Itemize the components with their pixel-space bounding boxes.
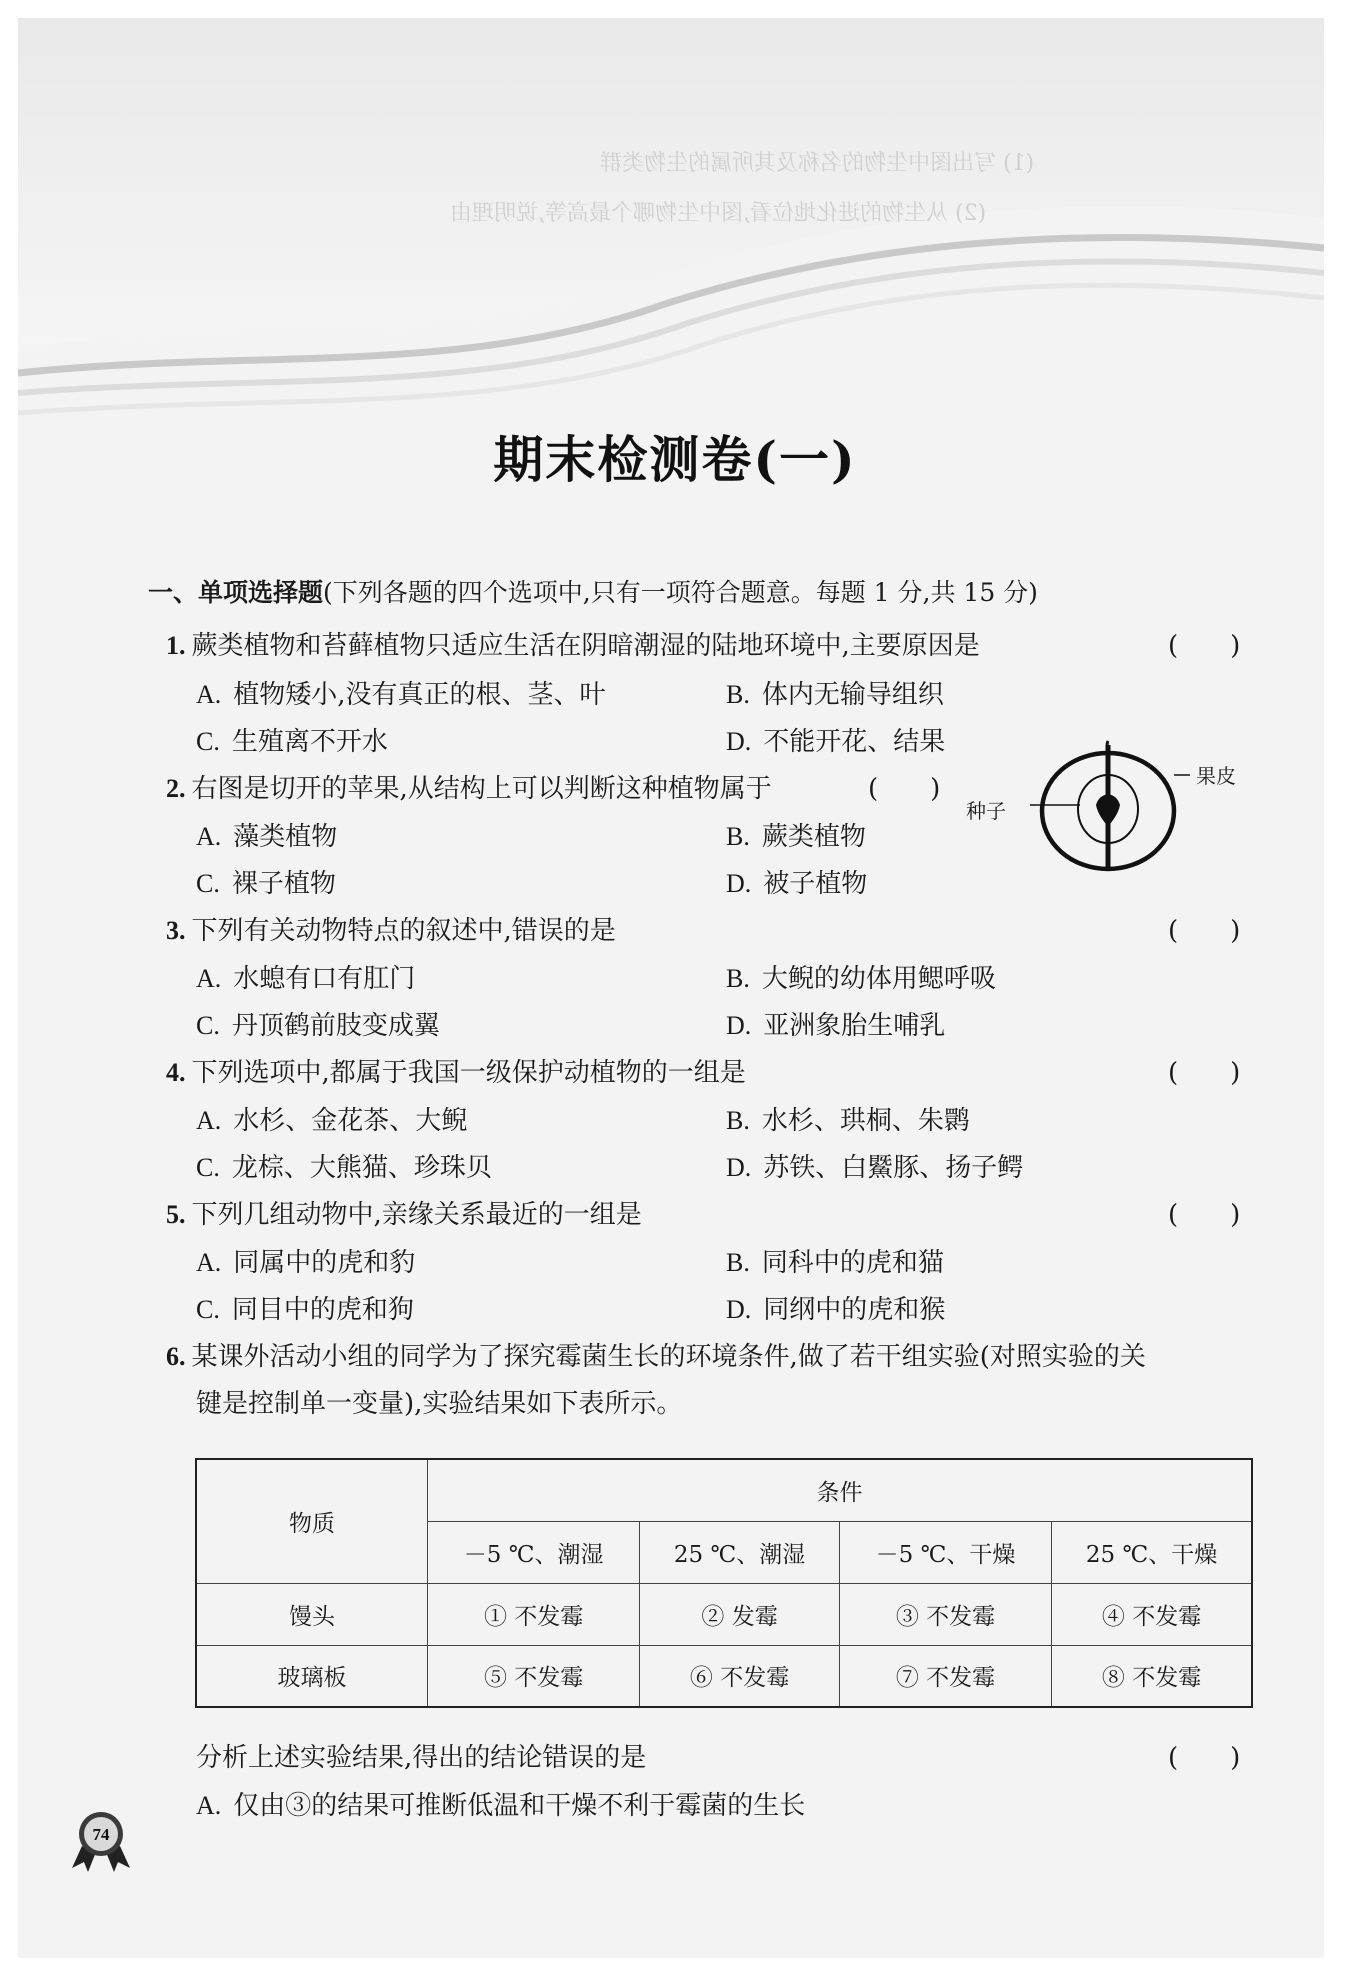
table-header-material: 物质 xyxy=(196,1459,428,1583)
answer-blank[interactable]: ( ) xyxy=(868,774,941,804)
section-heading xyxy=(148,573,1038,609)
q2-option-d[interactable]: D. 被子植物 xyxy=(726,869,868,899)
answer-blank[interactable]: ( ) xyxy=(1168,1200,1241,1230)
table-cell: ④ 不发霉 xyxy=(1052,1583,1252,1645)
table-row xyxy=(196,1645,1252,1707)
table-cell: ③ 不发霉 xyxy=(839,1583,1051,1645)
q2-option-c[interactable]: C. 裸子植物 xyxy=(196,869,336,899)
answer-blank[interactable]: ( ) xyxy=(1168,916,1241,946)
question-2-stem: 2. 右图是切开的苹果,从结构上可以判断这种植物属于 xyxy=(166,774,772,804)
q3-option-b[interactable]: B. 大鲵的幼体用鳃呼吸 xyxy=(726,964,996,994)
row-label: 馒头 xyxy=(196,1583,428,1645)
q5-option-c[interactable]: C. 同目中的虎和狗 xyxy=(196,1295,414,1325)
q6-analysis-prompt: 分析上述实验结果,得出的结论错误的是 xyxy=(196,1743,647,1773)
answer-blank[interactable]: ( ) xyxy=(1168,1743,1241,1773)
q2-option-a[interactable]: A. 藻类植物 xyxy=(196,822,338,852)
section-title: 一、单项选择题 xyxy=(148,578,324,607)
question-1-stem: 1. 蕨类植物和苔藓植物只适应生活在阴暗潮湿的陆地环境中,主要原因是 xyxy=(166,631,980,661)
q1-option-a[interactable]: A. 植物矮小,没有真正的根、茎、叶 xyxy=(196,680,606,710)
table-cell: ① 不发霉 xyxy=(428,1583,640,1645)
question-6-stem: 6. 某课外活动小组的同学为了探究霉菌生长的环境条件,做了若干组实验(对照实验的关 xyxy=(166,1342,1146,1372)
table-cell: ⑦ 不发霉 xyxy=(839,1645,1051,1707)
apple-cross-section-figure xyxy=(1030,735,1190,875)
q4-option-d[interactable]: D. 苏铁、白鱀豚、扬子鳄 xyxy=(726,1153,1024,1183)
q4-option-c[interactable]: C. 龙棕、大熊猫、珍珠贝 xyxy=(196,1153,492,1183)
condition-header: 25 ℃、干燥 xyxy=(1052,1521,1252,1583)
experiment-table xyxy=(195,1458,1253,1708)
table-header-conditions: 条件 xyxy=(428,1459,1253,1521)
q1-option-c[interactable]: C. 生殖离不开水 xyxy=(196,727,388,757)
condition-header: －5 ℃、潮湿 xyxy=(428,1521,640,1583)
table-cell: ⑧ 不发霉 xyxy=(1052,1645,1252,1707)
row-label: 玻璃板 xyxy=(196,1645,428,1707)
q1-option-d[interactable]: D. 不能开花、结果 xyxy=(726,727,946,757)
question-3-stem: 3. 下列有关动物特点的叙述中,错误的是 xyxy=(166,916,616,946)
question-6-stem-continued: 键是控制单一变量),实验结果如下表所示。 xyxy=(196,1389,683,1419)
q4-option-b[interactable]: B. 水杉、珙桐、朱鹮 xyxy=(726,1106,970,1136)
page-title: 期末检测卷(一) xyxy=(493,430,857,489)
question-4-stem: 4. 下列选项中,都属于我国一级保护动植物的一组是 xyxy=(166,1058,746,1088)
question-5-stem: 5. 下列几组动物中,亲缘关系最近的一组是 xyxy=(166,1200,642,1230)
table-cell: ② 发霉 xyxy=(640,1583,840,1645)
section-instruction: (下列各题的四个选项中,只有一项符合题意。每题 1 分,共 15 分) xyxy=(323,578,1038,607)
figure-label-seed: 种子 xyxy=(966,799,1006,823)
q2-option-b[interactable]: B. 蕨类植物 xyxy=(726,822,866,852)
q5-option-b[interactable]: B. 同科中的虎和猫 xyxy=(726,1248,944,1278)
q3-option-c[interactable]: C. 丹顶鹤前肢变成翼 xyxy=(196,1011,440,1041)
answer-blank[interactable]: ( ) xyxy=(1168,631,1241,661)
q6-option-a[interactable]: A. 仅由③的结果可推断低温和干燥不利于霉菌的生长 xyxy=(196,1791,806,1821)
q3-option-a[interactable]: A. 水螅有口有肛门 xyxy=(196,964,416,994)
q3-option-d[interactable]: D. 亚洲象胎生哺乳 xyxy=(726,1011,946,1041)
bleed-through-text: (1) 写出图中生物的名称及其所属的生物类群 xyxy=(600,151,1035,176)
q4-option-a[interactable]: A. 水杉、金花茶、大鲵 xyxy=(196,1106,468,1136)
bleed-through-text: (2) 从生物的进化地位看,图中生物哪个最高等,说明理由 xyxy=(450,201,987,226)
q1-option-b[interactable]: B. 体内无输导组织 xyxy=(726,680,944,710)
page-number-badge xyxy=(68,1806,134,1872)
table-cell: ⑥ 不发霉 xyxy=(640,1645,840,1707)
answer-blank[interactable]: ( ) xyxy=(1168,1058,1241,1088)
figure-label-peel: 果皮 xyxy=(1196,764,1236,788)
table-cell: ⑤ 不发霉 xyxy=(428,1645,640,1707)
table-row xyxy=(196,1583,1252,1645)
q5-option-d[interactable]: D. 同纲中的虎和猴 xyxy=(726,1295,946,1325)
page-number: 74 xyxy=(92,1825,110,1844)
condition-header: －5 ℃、干燥 xyxy=(839,1521,1051,1583)
condition-header: 25 ℃、潮湿 xyxy=(640,1521,840,1583)
q5-option-a[interactable]: A. 同属中的虎和豹 xyxy=(196,1248,416,1278)
